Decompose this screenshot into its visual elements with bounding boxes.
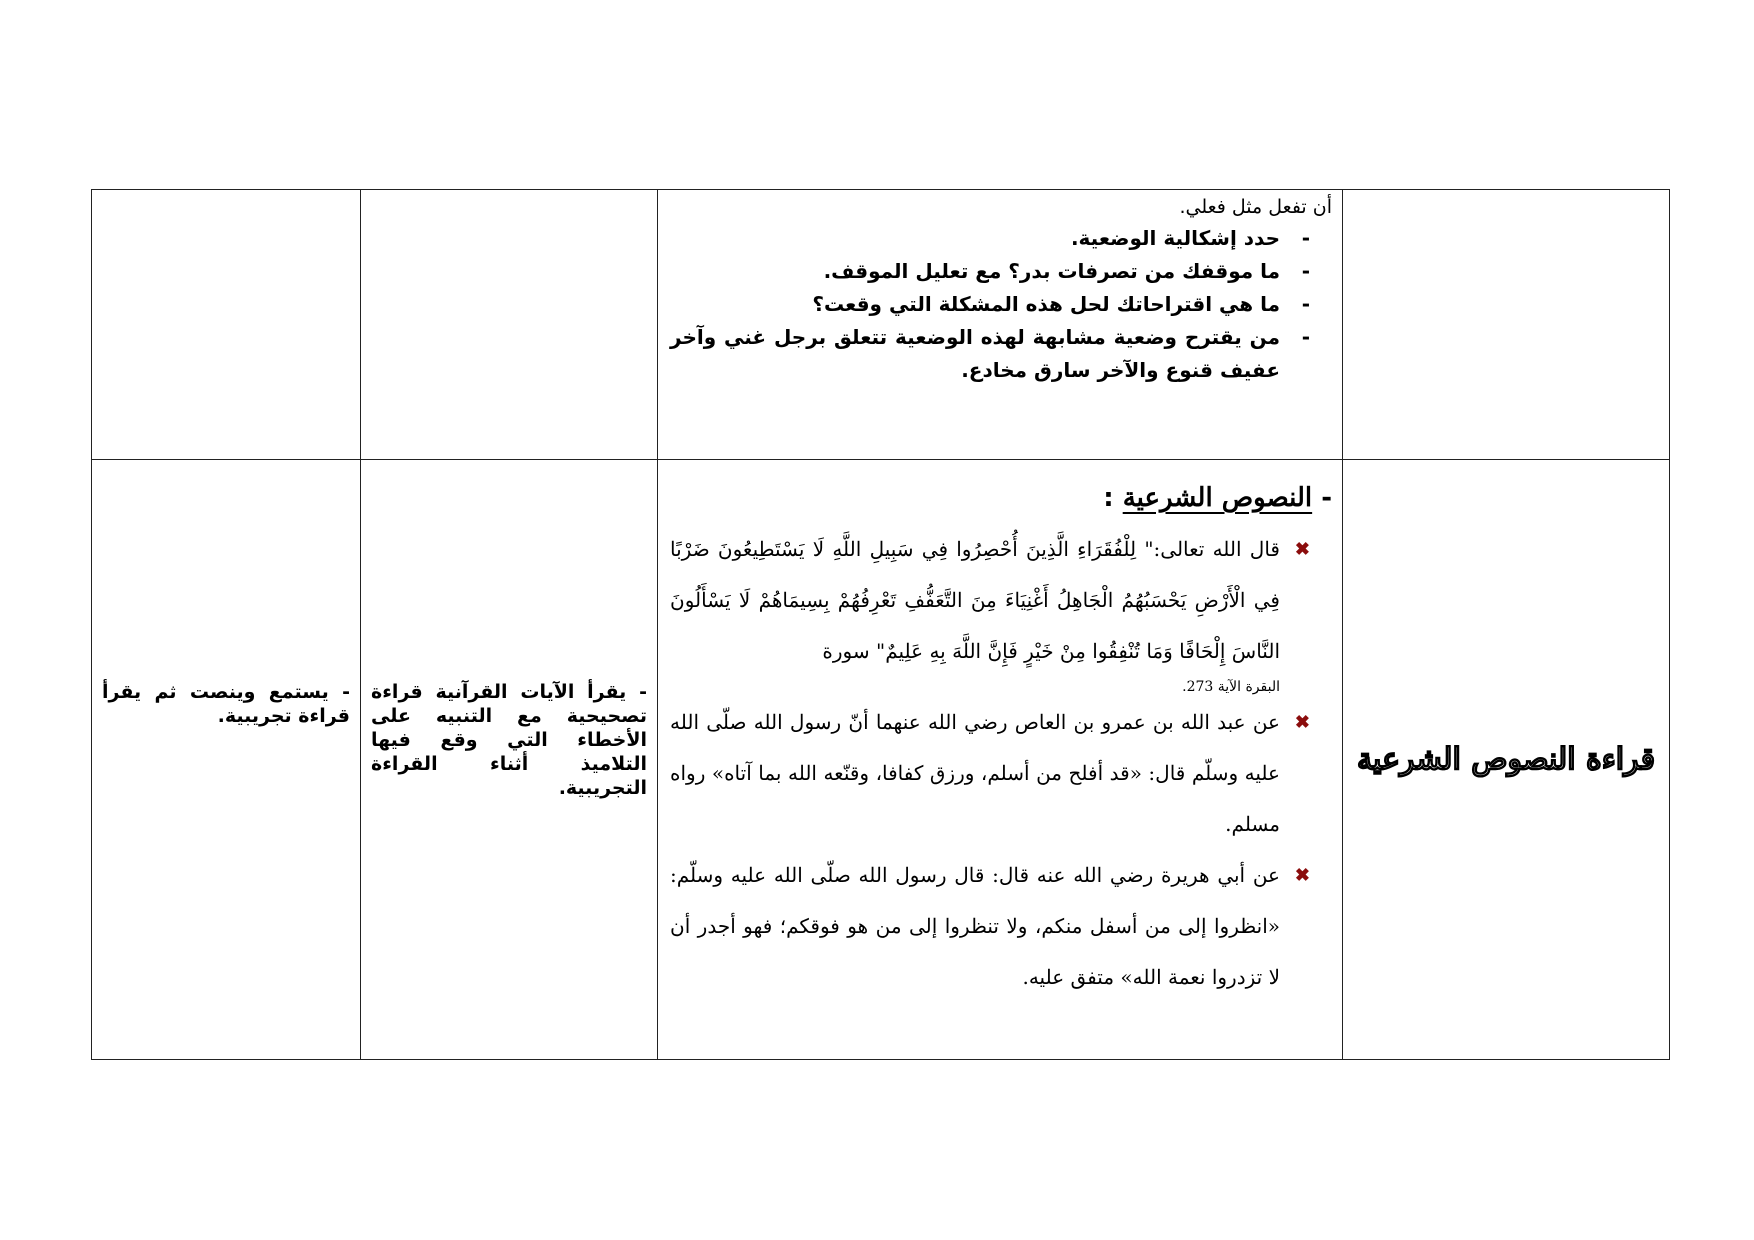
dash-bullet: - (1301, 325, 1310, 349)
learner-activity: - يستمع وينصت ثم يقرأ قراءة تجريبية. (102, 680, 350, 727)
list-item: - ما هي اقتراحاتك لحل هذه المشكلة التي وقعت؟ (670, 288, 1332, 321)
list-item: ✖ عن عبد الله بن عمرو بن العاص رضي الله عنهما أنّ رسول الله صلّى الله عليه وسلّم قال: «قد أفلح من أسلم، ورزق كفافا، وقنّعه الله بما آتاه» رواه مسلم. (670, 697, 1332, 850)
list-item: ✖ قال الله تعالى:" لِلْفُقَرَاءِ الَّذِينَ أُحْصِرُوا فِي سَبِيلِ اللَّهِ لَا يَسْتَطِيعُونَ ضَرْبًا فِي الْأَرْضِ يَحْسَبُهُمُ الْجَاهِلُ أَغْنِيَاءَ مِنَ التَّعَفُّفِ تَعْرِفُهُمْ بِسِيمَاهُمْ لَا يَسْأَلُونَ النَّاسَ إِلْحَافًا وَمَا تُنْفِقُوا مِنْ خَيْرٍ فَإِنَّ اللَّهَ بِهِ عَلِيمٌ" سورة البقرة الآية 273. (670, 524, 1332, 697)
cross-icon: ✖ (1294, 712, 1310, 733)
learner-cell-empty (92, 190, 361, 460)
list-item: - حدد إشكالية الوضعية. (670, 222, 1332, 255)
stage-title: قراءة النصوص الشرعية (1356, 741, 1656, 777)
cross-icon: ✖ (1294, 865, 1310, 886)
stage-cell (1343, 460, 1670, 1060)
teacher-activity: - يقرأ الآيات القرآنية قراءة تصحيحية مع التنبيه على الأخطاء التي وقع فيها التلاميذ أثناء القراءة التجريبية. (371, 680, 647, 799)
dash-bullet: - (1301, 259, 1310, 283)
list-item: ✖ عن أبي هريرة رضي الله عنه قال: قال رسول الله صلّى الله عليه وسلّم: «انظروا إلى من أسفل منكم، ولا تنظروا إلى من هو فوقكم؛ فهو أجدر أن لا تزدروا نعمة الله» متفق عليه. (670, 850, 1332, 1003)
section-title: - النصوص الشرعية : (1103, 483, 1332, 513)
learner-cell (92, 460, 361, 1060)
intro-line: أن تفعل مثل فعلي. (1179, 196, 1332, 218)
cross-icon: ✖ (1294, 539, 1310, 560)
table-row (92, 190, 1670, 460)
dash-bullet: - (1301, 226, 1310, 250)
stage-cell-empty (1343, 190, 1670, 460)
content-cell (658, 190, 1343, 460)
verse-reference: البقرة الآية 273. (1182, 679, 1280, 695)
teacher-cell-empty (361, 190, 658, 460)
table-row (92, 460, 1670, 1060)
list-item: - من يقترح وضعية مشابهة لهذه الوضعية تتعلق برجل غني وآخر عفيف قنوع والآخر سارق مخادع. (670, 321, 1332, 387)
questions-list (658, 222, 1342, 387)
content-cell (658, 460, 1343, 1060)
list-item: - ما موقفك من تصرفات بدر؟ مع تعليل الموقف. (670, 255, 1332, 288)
lesson-table (91, 189, 1670, 1060)
texts-list (658, 524, 1342, 1003)
dash-bullet: - (1301, 292, 1310, 316)
teacher-cell (361, 460, 658, 1060)
